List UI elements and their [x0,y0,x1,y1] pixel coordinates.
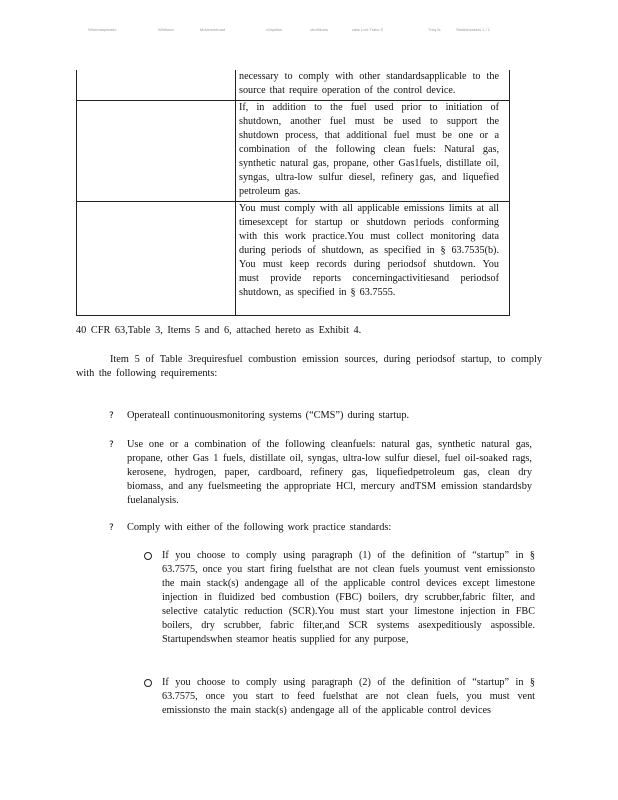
sub-bullet-text: If you choose to comply using paragraph (1) of the definition of “startup” in § 63.7575, once you start firing fuelsthat are not clean fuels youmust vent emissionsto the main stack(s) andengage all of the applicable control devices except limestone injection in fluidized bed combustion (FBC) boilers, dry scrubber,fabric filter, and selective catalytic reduction (SCR).You must start your limestone injection in FBC boilers, dry scrubber, fabric filter,and SCR systems asexpeditiously aspossible. Startupendswhen steamor heatis supplied for any purpose, [162,550,535,645]
table-cell-text: necessary to comply with other standardsapplicable to the source that require operation of the control device. [239,71,499,96]
circle-bullet-icon [144,679,152,687]
table-cell-text: If, in addition to the fuel used prior to initiation of shutdown, another fuel must be used to support the shutdown process, that additional fuel must be one or a combination of the following clean fuels: Natural gas, synthetic natural gas, propane, other Gas1fuels, distillate oil, syngas, ultra-low sulfur diesel, refinery gas, and liquefied petroleum gas. [239,102,499,197]
bullet-marker: ? [109,411,114,421]
header-item: Movemistroad [200,27,226,32]
table-row [77,70,510,101]
header-item: Sbaltobsaskrs 1 / 1 [456,27,491,32]
table-cell-left [77,70,236,101]
bullet-marker: ? [109,523,114,533]
header-item: rabs Lvnt Trakc S [352,27,384,32]
citation-paragraph: 40 CFR 63,Table 3, Items 5 and 6, attached hereto as Exhibit 4. [76,325,362,336]
header-item: Whitiona [158,27,174,32]
table-cell-text: You must comply with all applicable emissions limits at all timesexcept for startup or shutdown periods conforming with this work practice.You must collect monitoring data during periods of shutdown, as specified in § 63.7535(b). You must keep records during periodsof shutdown. You must provide reports concerningactivitiesand periodsof shutdown, as specified in § 63.7555. [239,203,499,298]
table-row [77,202,510,316]
sub-bullet-text: If you choose to comply using paragraph (2) of the definition of “startup” in § 63.7575, once you start to feed fuelsthat are not clean fuels, you must vent emissionsto the main stack(s) andengage all of the applicable control devices [162,677,535,716]
table-cell-right [236,202,510,316]
bullet-text: Operateall continuousmonitoring systems (“CMS”) during startup. [127,410,410,421]
circle-bullet-icon [144,552,152,560]
header-item: cVaprilos [266,27,283,32]
requirements-table [76,70,510,316]
header-item: cboMkoss [310,27,329,32]
table-row [77,101,510,202]
table-cell-left [77,202,236,316]
table-cell-left [77,101,236,202]
table-cell-right [236,101,510,202]
bullet-marker: ? [109,440,114,450]
item5-intro-paragraph: Item 5 of Table 3requiresfuel combustion emission sources, during periodsof startup, to comply with the following requirements: [76,354,542,379]
bullet-text: Comply with either of the following work practice standards: [127,522,392,533]
header-item: Tnrq fs [428,27,441,32]
bullet-text: Use one or a combination of the following cleanfuels: natural gas, synthetic natural gas, propane, other Gas 1 fuels, distillate oil, syngas, ultra-low sulfur diesel, fuel oil-soaked rags, kerosene, hydrogen, paper, cardboard, refinery gas, liquefiedpetroleum gas, clean dry biomass, and any fuelsmeeting the appropriate HCl, mercury andTSM emission standardsby fuelanalysis. [127,439,532,506]
page-header [88,27,548,37]
header-item: Whereasparado [88,27,117,32]
table-cell-right [236,70,510,101]
